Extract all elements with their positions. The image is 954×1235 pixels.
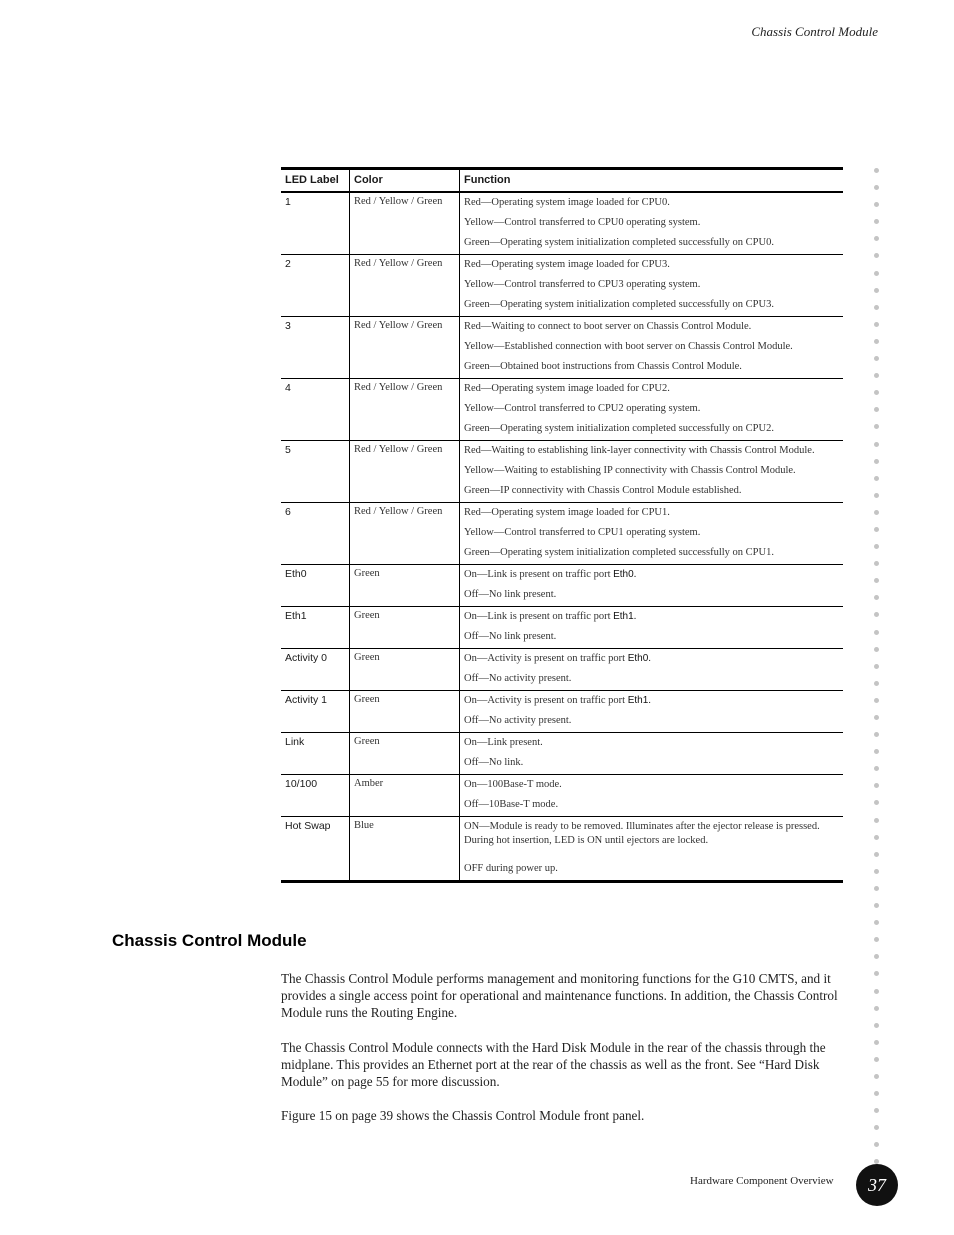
led-label-cell: 3	[281, 317, 350, 379]
paragraph: The Chassis Control Module connects with the Hard Disk Module in the rear of the chassis through the midplane. This provides an Ethernet port at the rear of the chassis as well as the front. See “Hard Disk Module” on page 55 for more discussion.	[281, 1039, 826, 1090]
function-line	[464, 672, 839, 686]
function-line	[464, 278, 839, 292]
led-function-cell	[460, 691, 844, 733]
led-function-cell	[460, 733, 844, 775]
port-code: Eth0.	[627, 653, 652, 664]
function-text: Green—IP connectivity with Chassis Control Module established.	[464, 485, 742, 496]
margin-dot	[874, 698, 879, 703]
function-line	[464, 630, 839, 644]
led-label-cell: Hot Swap	[281, 817, 350, 882]
table-row	[281, 817, 843, 882]
margin-dot	[874, 253, 879, 258]
margin-dot	[874, 732, 879, 737]
led-function-cell	[460, 607, 844, 649]
margin-dot	[874, 971, 879, 976]
margin-dot	[874, 954, 879, 959]
column-header: Function	[460, 169, 844, 193]
function-text: Green—Operating system initialization completed successfully on CPU0.	[464, 237, 774, 248]
function-line	[464, 422, 839, 436]
margin-dot	[874, 989, 879, 994]
led-table	[281, 167, 843, 883]
led-function-cell	[460, 441, 844, 503]
function-text: Green—Operating system initialization completed successfully on CPU3.	[464, 299, 774, 310]
margin-dot	[874, 818, 879, 823]
margin-dot	[874, 424, 879, 429]
margin-dot	[874, 1057, 879, 1062]
function-line	[464, 588, 839, 602]
function-line	[464, 526, 839, 540]
led-function-cell	[460, 379, 844, 441]
table-row	[281, 565, 843, 607]
margin-dot	[874, 1142, 879, 1147]
function-text: Off—No link.	[464, 757, 524, 768]
function-text: On—Activity is present on traffic port	[464, 653, 628, 664]
function-text: Green—Operating system initialization completed successfully on CPU2.	[464, 423, 774, 434]
led-label-cell: 10/100	[281, 775, 350, 817]
table-row	[281, 733, 843, 775]
port-code: Eth1.	[627, 695, 652, 706]
margin-dot	[874, 442, 879, 447]
function-text: Off—No activity present.	[464, 673, 572, 684]
margin-dot	[874, 1040, 879, 1045]
led-color-cell: Blue	[350, 817, 460, 882]
led-label-cell: Activity 1	[281, 691, 350, 733]
margin-dot	[874, 168, 879, 173]
table-row	[281, 649, 843, 691]
table-row	[281, 441, 843, 503]
led-color-cell: Red / Yellow / Green	[350, 379, 460, 441]
table-row	[281, 691, 843, 733]
function-line	[464, 258, 839, 272]
function-text: Red—Operating system image loaded for CPU0.	[464, 197, 670, 208]
margin-dot	[874, 236, 879, 241]
margin-dot	[874, 869, 879, 874]
led-label-cell: 5	[281, 441, 350, 503]
function-line	[464, 756, 839, 770]
margin-dot	[874, 322, 879, 327]
function-line	[464, 506, 839, 520]
function-text: Yellow—Control transferred to CPU1 operating system.	[464, 527, 701, 538]
function-text: Yellow—Waiting to establishing IP connectivity with Chassis Control Module.	[464, 465, 796, 476]
function-line	[464, 714, 839, 728]
margin-dot	[874, 271, 879, 276]
led-color-cell: Red / Yellow / Green	[350, 503, 460, 565]
led-color-cell: Red / Yellow / Green	[350, 441, 460, 503]
function-text: On—100Base-T mode.	[464, 779, 562, 790]
margin-dot	[874, 561, 879, 566]
led-color-cell: Green	[350, 565, 460, 607]
running-header: Chassis Control Module	[751, 24, 878, 39]
function-line	[464, 798, 839, 812]
margin-dot	[874, 749, 879, 754]
led-function-cell	[460, 317, 844, 379]
margin-dot	[874, 390, 879, 395]
port-code: Eth1.	[613, 611, 637, 622]
margin-dot	[874, 527, 879, 532]
margin-dot	[874, 476, 879, 481]
margin-dot	[874, 459, 879, 464]
function-text: Yellow—Established connection with boot server on Chassis Control Module.	[464, 341, 793, 352]
margin-dot	[874, 647, 879, 652]
table-row	[281, 192, 843, 255]
paragraph: The Chassis Control Module performs management and monitoring functions for the G10 CMTS, and it provides a single access point for operational and maintenance functions. In addition, the Chassis Control Module runs the Routing Engine.	[281, 971, 838, 1021]
led-label-cell: 1	[281, 192, 350, 255]
led-color-cell: Green	[350, 607, 460, 649]
section-body	[281, 970, 846, 1141]
margin-dot	[874, 920, 879, 925]
margin-dot	[874, 886, 879, 891]
margin-dot	[874, 373, 879, 378]
margin-dot	[874, 339, 879, 344]
led-label-cell: 4	[281, 379, 350, 441]
margin-dot	[874, 1006, 879, 1011]
led-color-cell: Amber	[350, 775, 460, 817]
column-header: LED Label	[281, 169, 350, 193]
led-color-cell: Green	[350, 649, 460, 691]
margin-dot	[874, 288, 879, 293]
table-row	[281, 379, 843, 441]
function-line	[464, 216, 839, 230]
function-text: Red—Waiting to connect to boot server on Chassis Control Module.	[464, 321, 752, 332]
margin-dot	[874, 852, 879, 857]
function-line	[464, 360, 839, 374]
function-text: On—Link is present on traffic port	[464, 569, 614, 580]
footer-label: Hardware Component Overview	[690, 1175, 834, 1187]
led-color-cell: Green	[350, 733, 460, 775]
margin-dot	[874, 1108, 879, 1113]
function-text: Off—No link present.	[464, 589, 557, 600]
function-text: Yellow—Control transferred to CPU2 operating system.	[464, 403, 701, 414]
function-line	[464, 820, 839, 848]
function-line	[464, 694, 839, 708]
function-line	[464, 736, 839, 750]
page-number: 37	[856, 1164, 898, 1206]
margin-dot	[874, 1125, 879, 1130]
function-text: Yellow—Control transferred to CPU3 operating system.	[464, 279, 701, 290]
margin-dot	[874, 681, 879, 686]
function-line	[464, 464, 839, 478]
table-row	[281, 503, 843, 565]
led-color-cell: Red / Yellow / Green	[350, 192, 460, 255]
led-label-cell: 6	[281, 503, 350, 565]
function-line	[464, 610, 839, 624]
margin-dot	[874, 510, 879, 515]
margin-dot	[874, 835, 879, 840]
function-line	[464, 320, 839, 334]
function-line	[464, 382, 839, 396]
margin-dot	[874, 903, 879, 908]
margin-dot	[874, 356, 879, 361]
column-header: Color	[350, 169, 460, 193]
function-text: Red—Operating system image loaded for CPU2.	[464, 383, 670, 394]
margin-dot-rule	[874, 168, 880, 1177]
led-function-cell	[460, 255, 844, 317]
table-row	[281, 775, 843, 817]
margin-dot	[874, 407, 879, 412]
table-row	[281, 607, 843, 649]
margin-dot	[874, 493, 879, 498]
margin-dot	[874, 630, 879, 635]
table-row	[281, 317, 843, 379]
margin-dot	[874, 783, 879, 788]
function-line	[464, 236, 839, 250]
margin-dot	[874, 202, 879, 207]
function-text: ON—Module is ready to be removed. Illuminates after the ejector release is pressed. During hot insertion, LED is ON until ejectors are locked.	[464, 821, 820, 846]
function-line	[464, 862, 839, 876]
table-header-row	[281, 169, 843, 193]
margin-dot	[874, 766, 879, 771]
function-text: Green—Operating system initialization completed successfully on CPU1.	[464, 547, 774, 558]
section-title: Chassis Control Module	[112, 931, 307, 950]
function-text: Red—Operating system image loaded for CPU3.	[464, 259, 670, 270]
margin-dot	[874, 185, 879, 190]
led-color-cell: Green	[350, 691, 460, 733]
margin-dot	[874, 715, 879, 720]
function-text: On—Link is present on traffic port	[464, 611, 614, 622]
margin-dot	[874, 664, 879, 669]
led-label-cell: Activity 0	[281, 649, 350, 691]
led-function-cell	[460, 817, 844, 882]
function-line	[464, 568, 839, 582]
function-line	[464, 402, 839, 416]
led-color-cell: Red / Yellow / Green	[350, 255, 460, 317]
led-label-cell: Link	[281, 733, 350, 775]
led-label-cell: Eth1	[281, 607, 350, 649]
function-text: Off—10Base-T mode.	[464, 799, 559, 810]
margin-dot	[874, 219, 879, 224]
function-text: Green—Obtained boot instructions from Chassis Control Module.	[464, 361, 742, 372]
margin-dot	[874, 937, 879, 942]
function-line	[464, 196, 839, 210]
function-text: Off—No activity present.	[464, 715, 572, 726]
margin-dot	[874, 544, 879, 549]
led-function-cell	[460, 775, 844, 817]
function-line	[464, 444, 839, 458]
led-function-cell	[460, 649, 844, 691]
table-row	[281, 255, 843, 317]
function-text: Red—Waiting to establishing link-layer connectivity with Chassis Control Module.	[464, 445, 815, 456]
led-function-cell	[460, 565, 844, 607]
paragraph: Figure 15 on page 39 shows the Chassis Control Module front panel.	[281, 1108, 645, 1124]
margin-dot	[874, 800, 879, 805]
function-text: On—Link present.	[464, 737, 543, 748]
led-function-cell	[460, 192, 844, 255]
function-text: Yellow—Control transferred to CPU0 operating system.	[464, 217, 701, 228]
function-line	[464, 340, 839, 354]
function-text: Red—Operating system image loaded for CPU1.	[464, 507, 670, 518]
function-line	[464, 546, 839, 560]
function-text: Off—No link present.	[464, 631, 557, 642]
port-code: Eth0.	[613, 569, 637, 580]
function-text: On—Activity is present on traffic port	[464, 695, 628, 706]
function-line	[464, 778, 839, 792]
margin-dot	[874, 612, 879, 617]
led-label-cell: 2	[281, 255, 350, 317]
function-line	[464, 652, 839, 666]
margin-dot	[874, 305, 879, 310]
function-line	[464, 484, 839, 498]
margin-dot	[874, 1091, 879, 1096]
led-label-cell: Eth0	[281, 565, 350, 607]
led-function-cell	[460, 503, 844, 565]
led-color-cell: Red / Yellow / Green	[350, 317, 460, 379]
margin-dot	[874, 1074, 879, 1079]
margin-dot	[874, 578, 879, 583]
function-text: OFF during power up.	[464, 863, 558, 874]
margin-dot	[874, 595, 879, 600]
margin-dot	[874, 1023, 879, 1028]
function-line	[464, 298, 839, 312]
